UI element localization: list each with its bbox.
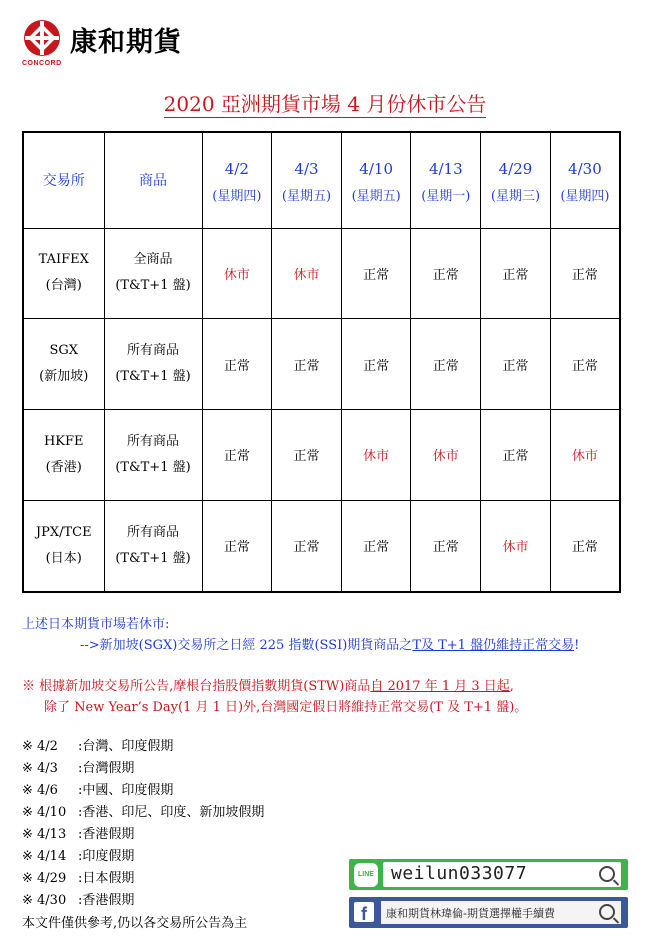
header-date: 4/3 (星期五) [272,132,342,228]
facebook-icon: f [354,902,374,922]
disclaimer: 本文件僅供參考,仍以各交易所公告為主 [22,916,248,931]
status-cell: 正常 [341,319,411,410]
japan-note-heading: 上述日本期貨市場若休市: [22,617,170,632]
status-cell: 正常 [341,500,411,592]
status-cell: 休市 [341,410,411,501]
status-cell: 休市 [202,228,272,319]
status-cell: 正常 [481,410,551,501]
status-cell: 正常 [341,228,411,319]
search-icon[interactable] [599,866,615,882]
japan-note-detail: -->新加坡(SGX)交易所之日經 225 指數(SSI)期貨商品之T及 T+1 盤仍維持正常交易! [80,638,580,653]
logo-english-name: CONCORD [22,60,62,67]
list-item: ※ 4/3 :台灣假期 [22,761,135,776]
status-cell: 正常 [202,410,272,501]
list-item: ※ 4/13 :香港假期 [22,827,135,842]
status-cell: 正常 [550,319,620,410]
facebook-contact-bar[interactable] [349,897,628,928]
status-cell: 正常 [481,319,551,410]
logo-chinese-name: 康和期貨 [70,27,182,58]
contact-banner [349,859,628,931]
table-row [23,500,620,592]
status-cell: 正常 [272,410,342,501]
status-cell: 正常 [550,500,620,592]
exchange-cell: TAIFEX (台灣) [23,228,104,319]
line-id-text: weilun033077 [391,863,528,884]
page-title: 2020 亞洲期貨市場 4 月份休市公告 [163,92,487,116]
status-cell: 正常 [272,500,342,592]
status-cell: 休市 [481,500,551,592]
table-header-row [23,132,620,228]
status-cell: 正常 [202,319,272,410]
product-cell: 所有商品 (T&T+1 盤) [104,319,202,410]
japan-closure-note [22,614,579,656]
product-cell: 所有商品 (T&T+1 盤) [104,410,202,501]
table-row [23,228,620,319]
status-cell: 休市 [411,410,481,501]
product-cell: 所有商品 (T&T+1 盤) [104,500,202,592]
sgx-note-line2: 除了 New Year’s Day(1 月 1 日)外,台灣國定假日將維持正常交易(T 及 T+1 盤)。 [44,700,528,715]
table-row [23,410,620,501]
sgx-note-line1: ※ 根據新加坡交易所公告,摩根台指股價指數期貨(STW)商品自 2017 年 1 月 3 日起, [22,679,514,694]
table-row [23,319,620,410]
status-cell: 正常 [411,228,481,319]
status-cell: 正常 [411,319,481,410]
list-item: ※ 4/29 :日本假期 [22,871,135,886]
facebook-name-field[interactable] [381,901,621,924]
line-id-field[interactable] [383,862,621,887]
status-cell: 休市 [550,410,620,501]
status-cell: 正常 [272,319,342,410]
header-product: 商品 [104,132,202,228]
holiday-list [22,736,264,912]
header-date: 4/2 (星期四) [202,132,272,228]
holiday-schedule-table [22,131,621,593]
line-app-icon: LINE [354,863,378,887]
list-item: ※ 4/14 :印度假期 [22,849,135,864]
sgx-stw-note [22,676,527,718]
list-item: ※ 4/30 :香港假期 [22,893,135,908]
status-cell: 正常 [202,500,272,592]
header-date: 4/29 (星期三) [481,132,551,228]
header-date: 4/30 (星期四) [550,132,620,228]
status-cell: 正常 [550,228,620,319]
exchange-cell: SGX (新加坡) [23,319,104,410]
header-date: 4/10 (星期五) [341,132,411,228]
list-item: ※ 4/10 :香港、印尼、印度、新加坡假期 [22,805,265,820]
exchange-cell: JPX/TCE (日本) [23,500,104,592]
list-item: ※ 4/6 :中國、印度假期 [22,783,174,798]
product-cell: 全商品 (T&T+1 盤) [104,228,202,319]
line-contact-bar[interactable] [349,859,628,890]
facebook-page-name: 康和期貨林瑋倫-期貨選擇權手續費 [386,907,555,920]
status-cell: 休市 [272,228,342,319]
exchange-cell: HKFE (香港) [23,410,104,501]
list-item: ※ 4/2 :台灣、印度假期 [22,739,174,754]
search-icon[interactable] [599,904,615,920]
concord-logo-icon [22,18,62,58]
header-exchange: 交易所 [23,132,104,228]
header-date: 4/13 (星期一) [411,132,481,228]
status-cell: 正常 [481,228,551,319]
status-cell: 正常 [411,500,481,592]
company-logo [22,18,212,67]
